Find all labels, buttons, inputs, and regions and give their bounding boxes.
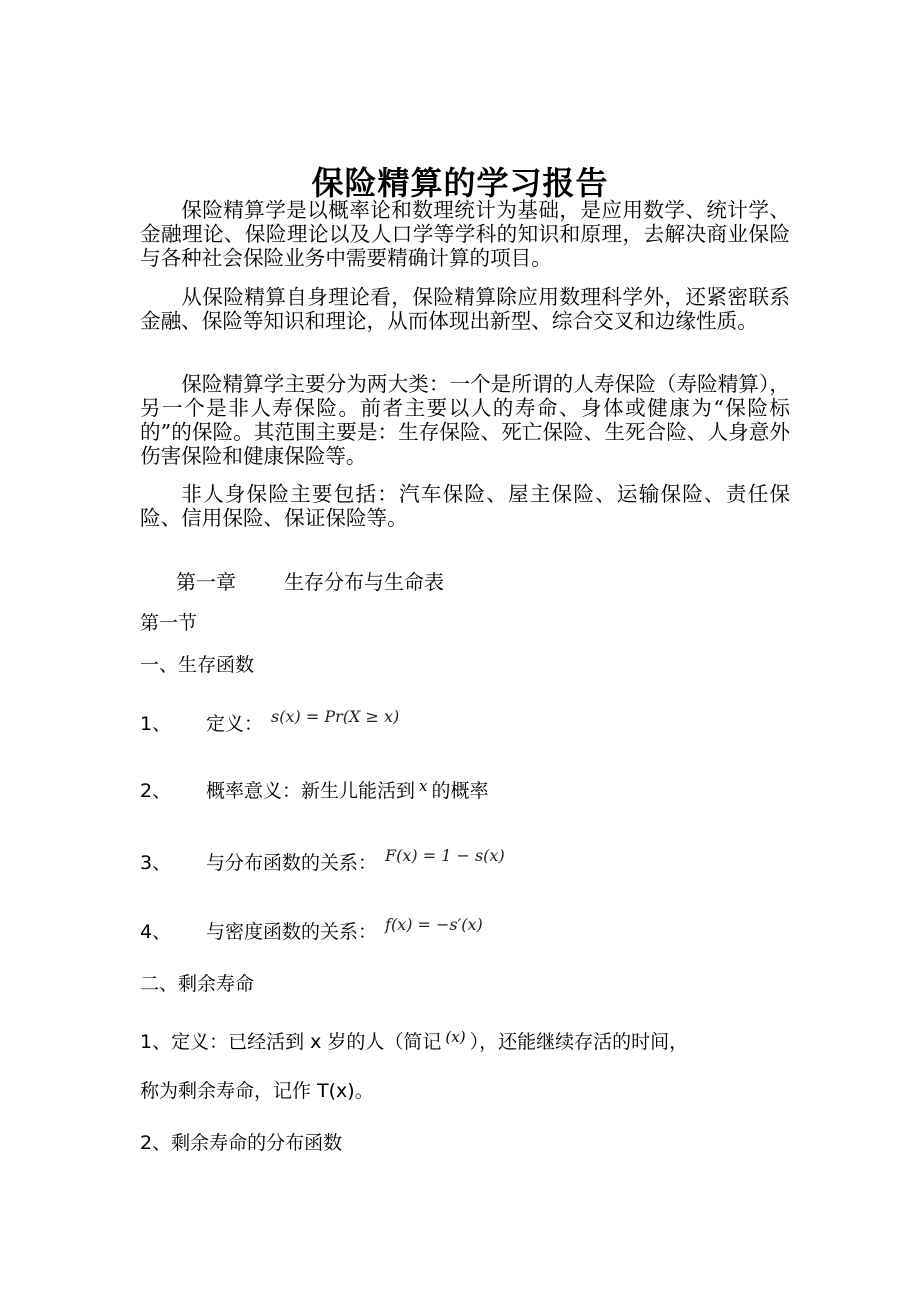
symbol-x-paren: (x) <box>445 1028 466 1046</box>
symbol-x: x <box>419 777 428 795</box>
part1-heading: 一、生存函数 <box>140 654 255 676</box>
item-density-relation <box>140 917 483 944</box>
item-number: 4、 <box>140 921 172 943</box>
paragraph-intro: 保险精算学是以概率论和数理统计为基础，是应用数学、统计学、金融理论、保险理论以及人口学等学科的知识和原理，去解决商业保险与各种社会保险业务中需要精确计算的项目。 <box>140 198 790 270</box>
paragraph-categories: 保险精算学主要分为两大类：一个是所谓的人寿保险（寿险精算），另一个是非人寿保险。前者主要以人的寿命、身体或健康为“保险标的”的保险。其范围主要是：生存保险、死亡保险、生死合险、人身意外伤害保险和健康保险等。 <box>140 372 790 468</box>
paragraph-theory: 从保险精算自身理论看，保险精算除应用数理科学外，还紧密联系金融、保险等知识和理论，从而体现出新型、综合交叉和边缘性质。 <box>140 285 790 333</box>
paragraph-non-life: 非人身保险主要包括：汽车保险、屋主保险、运输保险、责任保险、信用保险、保证保险等。 <box>140 482 790 530</box>
document-title: 保险精算的学习报告 <box>311 164 609 202</box>
remaining-life-definition-cont: 称为剩余寿命，记作 T(x)。 <box>140 1080 374 1102</box>
remaining-life-definition <box>140 1027 688 1054</box>
remaining-life-distribution: 2、剩余寿命的分布函数 <box>140 1132 343 1154</box>
item-label: 与分布函数的关系： <box>206 852 378 874</box>
formula-density: f(x) = −s′(x) <box>385 915 483 934</box>
chapter-number: 第一章 <box>176 570 236 594</box>
item-label-tail: 的概率 <box>431 780 489 802</box>
item-label: 与密度函数的关系： <box>206 921 378 943</box>
section-heading: 第一节 <box>140 612 198 634</box>
item-probability-meaning <box>140 776 489 803</box>
definition-text-a: 1、定义：已经活到 x 岁的人（简记 <box>140 1031 442 1053</box>
item-number: 3、 <box>140 852 172 874</box>
chapter-title: 生存分布与生命表 <box>284 570 444 594</box>
definition-text-b: ），还能继续存活的时间， <box>469 1031 689 1053</box>
item-label: 概率意义：新生儿能活到 <box>206 780 416 802</box>
item-number: 2、 <box>140 780 172 802</box>
item-distribution-relation <box>140 848 505 875</box>
formula-survival: s(x) = Pr(X ≥ x) <box>271 707 400 726</box>
chapter-heading <box>176 566 444 595</box>
formula-distribution: F(x) = 1 − s(x) <box>385 846 505 865</box>
item-definition <box>140 709 399 736</box>
item-label: 定义： <box>206 713 264 735</box>
part2-heading: 二、剩余寿命 <box>140 973 255 995</box>
item-number: 1、 <box>140 713 172 735</box>
